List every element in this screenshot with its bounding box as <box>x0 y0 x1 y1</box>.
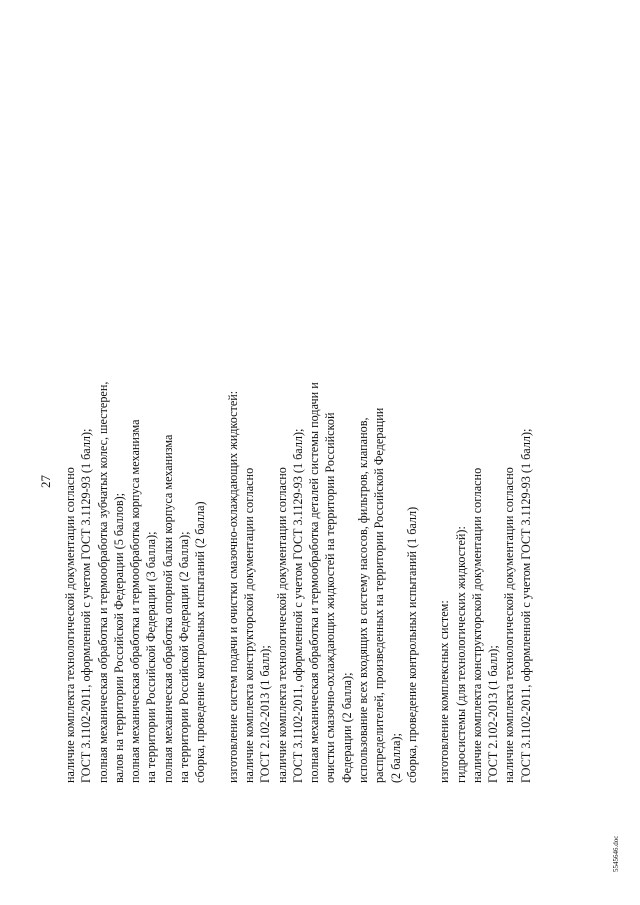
text-line: ГОСТ 3.1102-2011, оформленной с учетом ГОСТ 3.1129-93 (1 балл); <box>518 428 533 783</box>
paragraph <box>436 33 534 783</box>
text-line: на территории Российской Федерации (2 балла); <box>177 531 192 783</box>
text-line: использование всех входящих в систему насосов, фильтров, клапанов, <box>356 417 371 783</box>
text-line: гидросистемы (для технологических жидкостей): <box>453 526 468 783</box>
text-line: наличие комплекта технологической документации согласно <box>502 467 517 783</box>
text-line: изготовление систем подачи и очистки смазочно-охлаждающих жидкостей: <box>225 390 240 783</box>
text-line: очистки смазочно-охлаждающих жидкостей на территории Российской <box>323 412 338 783</box>
text-line: наличие комплекта технологической документации согласно <box>274 467 289 783</box>
text-line: ГОСТ 3.1102-2011, оформленной с учетом ГОСТ 3.1129-93 (1 балл); <box>79 428 94 783</box>
document-body <box>62 33 534 783</box>
paragraph-gap <box>420 33 436 783</box>
text-line: Федерации (2 балла); <box>339 672 354 783</box>
text-line: наличие комплекта конструкторской документации согласно <box>241 467 256 783</box>
page-number: 27 <box>38 475 53 488</box>
rotated-page <box>0 28 640 878</box>
paragraph-gap <box>209 33 225 783</box>
text-line: сборка, проведение контрольных испытаний (1 балл) <box>404 506 419 783</box>
text-line: полная механическая обработка и термообработка корпуса механизма <box>128 419 143 783</box>
text-line: ГОСТ 3.1102-2011, оформленной с учетом ГОСТ 3.1129-93 (1 балл); <box>290 428 305 783</box>
paragraph <box>225 33 421 783</box>
text-line: распределителей, произведенных на территории Российской Федерации <box>372 407 387 783</box>
text-line: валов на территории Российской Федерации (5 баллов); <box>111 492 126 783</box>
text-line: полная механическая обработка и термообработка деталей системы подачи и <box>307 382 322 783</box>
text-line: сборка, проведение контрольных испытаний (2 балла) <box>193 501 208 783</box>
text-line: ГОСТ 2.102-2013 (1 балл); <box>486 645 501 783</box>
text-line: наличие комплекта технологической документации согласно <box>63 467 77 783</box>
text-line: наличие комплекта конструкторской документации согласно <box>469 467 484 783</box>
text-line: на территории Российской Федерации (3 балла); <box>144 531 159 783</box>
text-line: ГОСТ 2.102-2013 (1 балл); <box>258 645 273 783</box>
text-line: (2 балла); <box>388 733 403 783</box>
text-line: полная механическая обработка и термообработка зубчатых колес, шестерен, <box>95 381 110 783</box>
paragraph <box>62 33 209 783</box>
text-line: изготовление комплексных систем: <box>437 600 452 783</box>
text-line: полная механическая обработка опорной балки корпуса механизма <box>160 434 175 783</box>
footer-filename: 5545646.doc <box>612 835 620 872</box>
